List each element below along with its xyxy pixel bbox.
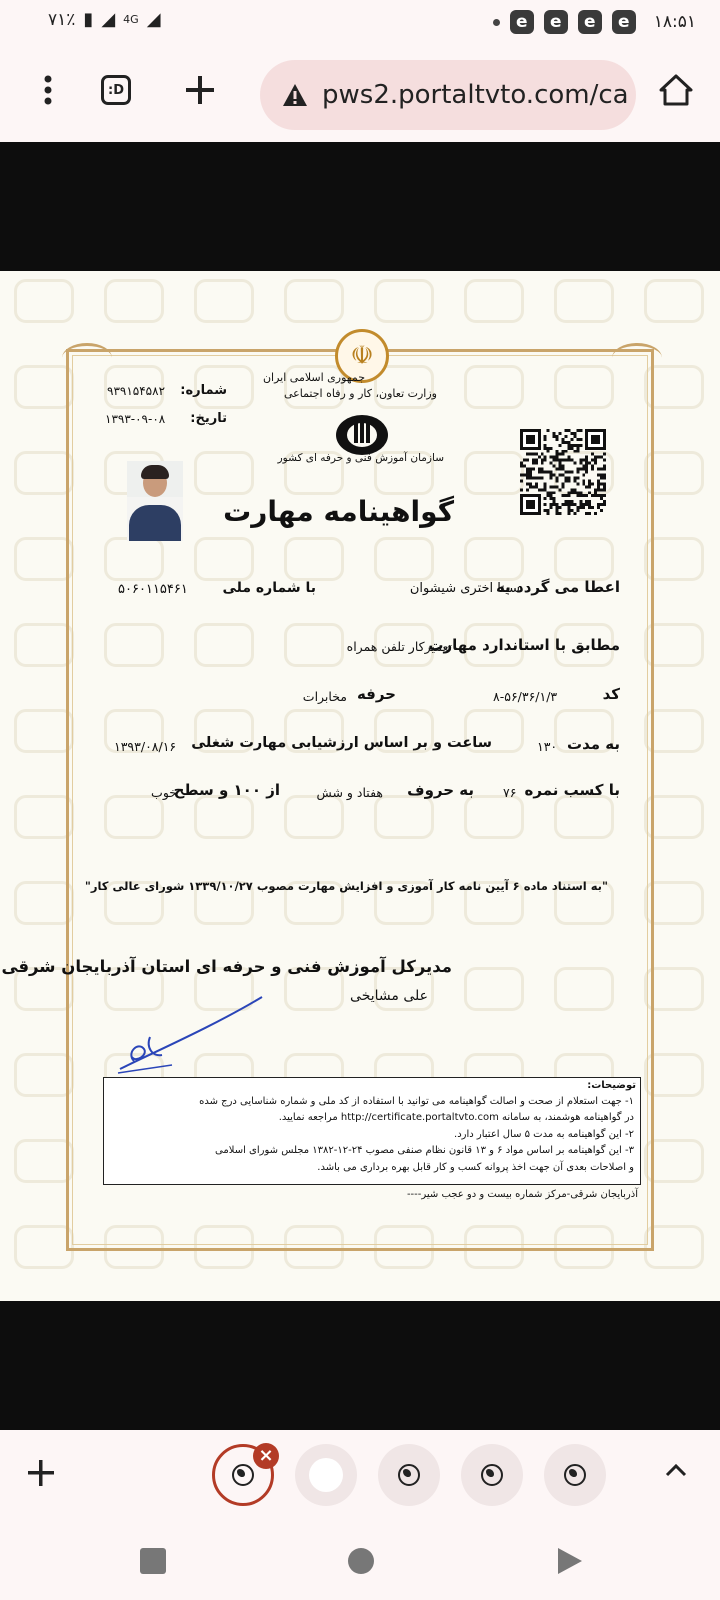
code-value: ۸-۵۶/۳۶/۱/۳ [493, 689, 558, 704]
score-label: با کسب نمره [524, 781, 620, 799]
app-notification-icon: e [544, 10, 568, 34]
director-name: علی مشایخی [350, 988, 428, 1004]
certificate-title: گواهینامه مهارت [223, 495, 454, 528]
battery-icon: ▮ [83, 9, 94, 30]
watermark-logo-icon [14, 795, 74, 839]
globe-icon [232, 1464, 254, 1486]
menu-button[interactable] [20, 62, 76, 118]
note-2: ۲- این گواهینامه به مدت ۵ سال اعتبار دارد. [454, 1129, 634, 1140]
date-value: ۱۳۹۳-۰۹-۰۸ [105, 412, 166, 426]
plus-icon [26, 1458, 56, 1488]
chevron-up-icon [664, 1462, 688, 1478]
watermark-logo-icon [14, 881, 74, 925]
holder-photo [127, 461, 183, 541]
number-value: ۹۳۹۱۵۴۵۸۲ [107, 384, 166, 398]
tab-thumbnail[interactable] [544, 1444, 606, 1506]
holder-name: سینا اختری شیشوان [409, 581, 520, 596]
watermark-logo-icon [644, 279, 704, 323]
app-notification-icon: e [612, 10, 636, 34]
signal-icon: ◢ [101, 9, 116, 30]
footer-line: آذربایجان شرقی-مرکز شماره بیست و دو عجب شیر---- [406, 1189, 638, 1200]
assessment-label: ساعت و بر اساس ارزشیابی مهارت شغلی [191, 735, 492, 751]
globe-icon [398, 1464, 420, 1486]
status-left [48, 10, 161, 30]
status-right [493, 10, 696, 34]
corner-ornament [612, 343, 662, 373]
system-nav-bar [0, 1520, 720, 1600]
watermark-logo-icon [14, 1053, 74, 1097]
watermark-logo-icon [14, 537, 74, 581]
duration-value: ۱۳۰ [537, 739, 558, 754]
watermark-logo-icon [554, 279, 614, 323]
network-type: 4G [123, 13, 139, 26]
certificate-image[interactable] [0, 271, 720, 1301]
number-label: شماره: [180, 383, 227, 398]
tab-thumbnail[interactable] [378, 1444, 440, 1506]
note-3b: و اصلاحات بعدی آن جهت اخذ پروانه کسب و کار قابل بهره برداری می باشد. [317, 1162, 634, 1173]
home-nav-button[interactable] [348, 1548, 374, 1574]
standard-value: تعمیرکار تلفن همراه [346, 639, 452, 654]
tab-thumbnail[interactable] [461, 1444, 523, 1506]
notes-title: توضیحات: [587, 1080, 636, 1091]
globe-icon [564, 1464, 586, 1486]
tvto-logo-icon [334, 413, 390, 457]
date-label: تاریخ: [190, 411, 227, 426]
score-words-label: به حروف [407, 781, 474, 799]
regulation-text: "به استناد ماده ۶ آیین نامه کار آموزی و افزایش مهارت مصوب ۱۳۳۹/۱۰/۲۷ شورای عالی کار" [84, 879, 608, 893]
home-icon [659, 74, 693, 106]
watermark-logo-icon [14, 1225, 74, 1269]
code-label: کد [602, 685, 620, 703]
iran-emblem-icon: ☫ [335, 329, 389, 383]
signature-icon [112, 991, 272, 1081]
header-ministry: وزارت تعاون، کار و رفاه اجتماعی [283, 387, 437, 400]
scale-label: از ۱۰۰ و سطح [173, 781, 280, 799]
back-button[interactable] [556, 1546, 584, 1576]
watermark-logo-icon [374, 279, 434, 323]
battery-percent: ۷۱٪ [48, 10, 76, 30]
watermark-logo-icon [14, 451, 74, 495]
granted-to-label: اعطا می گردد به [496, 578, 620, 596]
header-org: سازمان آموزش فنی و حرفه ای کشور [277, 452, 444, 464]
app-notification-icon: e [578, 10, 602, 34]
note-3a: ۳- این گواهینامه بر اساس مواد ۶ و ۱۳ قانون نظام صنفی مصوب ۲۴-۱۲-۱۳۸۲ مجلس شورای اسلامی [215, 1145, 634, 1156]
new-tab-button[interactable] [172, 62, 228, 118]
status-bar [0, 0, 720, 44]
trade-label: حرفه [356, 685, 396, 703]
tab-strip [0, 1430, 720, 1520]
watermark-logo-icon [464, 279, 524, 323]
standard-label: مطابق با استاندارد مهارت [428, 636, 620, 654]
assessment-date: ۱۳۹۳/۰۸/۱۶ [114, 739, 177, 754]
note-1a: ۱- جهت استعلام از صحت و اصالت گواهینامه می توانید با استفاده از کد ملی و شماره شناسایی درج شده [199, 1096, 634, 1107]
url-text: pws2.portaltvto.com/ca [322, 80, 629, 110]
add-tab-button[interactable] [26, 1458, 56, 1492]
watermark-logo-icon [14, 709, 74, 753]
app-notification-icon: e [510, 10, 534, 34]
more-vert-icon [43, 75, 53, 105]
globe-icon [481, 1464, 503, 1486]
watermark-logo-icon [14, 623, 74, 667]
tab-switcher-button[interactable] [88, 62, 144, 118]
signal-icon-2: ◢ [146, 9, 161, 30]
recents-button[interactable] [140, 1548, 166, 1574]
warning-icon [282, 83, 308, 107]
level-value: خوب [151, 785, 177, 800]
score-value: ۷۶ [503, 785, 517, 800]
home-button[interactable] [648, 62, 704, 118]
expand-tabs-button[interactable] [664, 1462, 688, 1482]
national-id-value: ۵۰۶۰۱۱۵۴۶۱ [118, 582, 188, 597]
notification-dot-icon [493, 19, 500, 26]
clock: ۱۸:۵۱ [653, 12, 696, 32]
corner-ornament [62, 343, 112, 373]
duration-label: به مدت [567, 735, 620, 753]
close-tab-icon[interactable]: × [253, 1443, 279, 1469]
watermark-logo-icon [104, 279, 164, 323]
watermark-logo-icon [14, 1139, 74, 1183]
header-country: جمهوری اسلامی ایران [262, 371, 365, 384]
notes-box [103, 1077, 641, 1185]
address-bar[interactable] [260, 60, 636, 130]
watermark-logo-icon [14, 279, 74, 323]
watermark-logo-icon [194, 279, 254, 323]
browser-toolbar [0, 52, 720, 136]
tab-thumbnail[interactable] [295, 1444, 357, 1506]
note-1b: در گواهینامه هوشمند، به سامانه http://certificate.portaltvto.com مراجعه نمایید. [278, 1112, 634, 1123]
viewer-letterbox-bottom [0, 1301, 720, 1430]
viewer-letterbox-top [0, 142, 720, 271]
qr-code-icon [520, 429, 606, 515]
trade-value: مخابرات [302, 689, 347, 704]
national-id-label: با شماره ملی [222, 580, 316, 596]
plus-icon [185, 75, 215, 105]
tab-thumbnail-active[interactable] [212, 1444, 274, 1506]
blank-tab-icon [309, 1458, 343, 1492]
watermark-logo-icon [284, 279, 344, 323]
tab-switcher-label: :D [101, 75, 131, 105]
director-title: مدیرکل آموزش فنی و حرفه ای استان آذربایجان شرقی [1, 957, 452, 976]
score-words: هفتاد و شش [316, 785, 383, 800]
